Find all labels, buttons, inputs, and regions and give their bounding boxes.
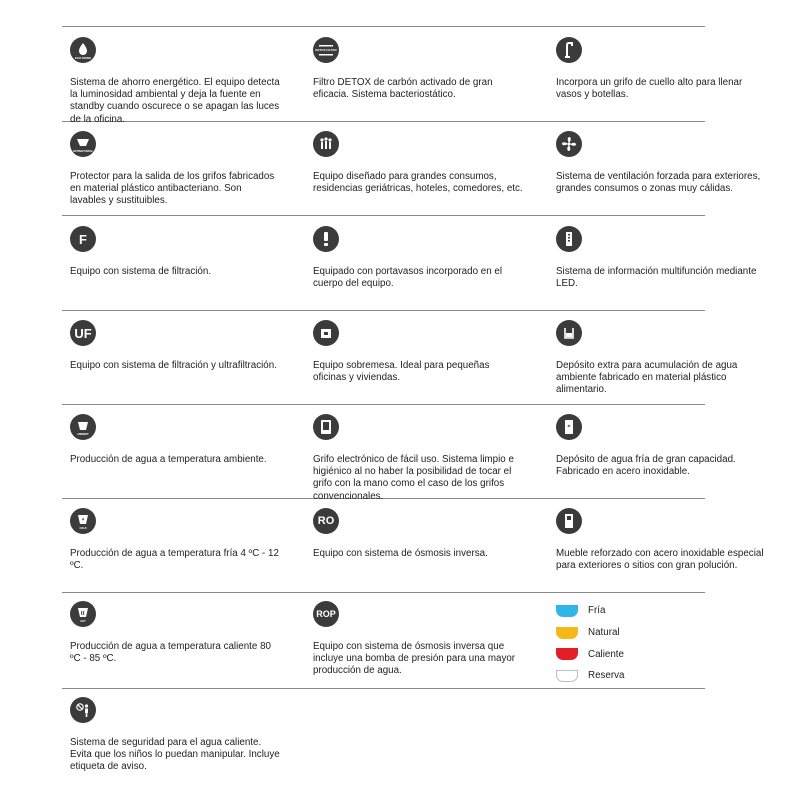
separator-line [62,688,705,689]
svg-text:HOT: HOT [80,620,86,623]
feature-cold-tank [556,414,766,478]
feature-fan-ventilation [556,131,766,195]
legend-label: Reserva [588,670,625,682]
feature-text: Equipo sobremesa. Ideal para pequeñas oficinas y viviendas. [313,360,490,384]
feature-text: Sistema de ahorro energético. El equipo detecta la luminosidad ambiental y deja la fuente en standby cuando oscurece o se apagan las luces de la oficina. [70,77,280,125]
svg-text:ECO MODE: ECO MODE [74,56,92,60]
feature-detox-filter [313,37,523,101]
feature-text: Equipo con sistema de ósmosis inversa. [313,548,488,559]
svg-text:COLD: COLD [79,527,87,530]
antibacterial-protector-icon [70,131,96,157]
feature-led-display [556,226,766,290]
cold-tank-icon [556,414,582,440]
feature-reinforced-cabinet [556,508,766,572]
feature-text: Equipo con sistema de filtración y ultrafiltración. [70,360,277,371]
feature-group-consumption [313,131,523,195]
feature-text: Depósito extra para acumulación de agua ambiente fabricado en material plástico alimentario. [556,360,738,396]
feature-child-safety [70,697,280,774]
feature-hot-water [70,601,280,665]
feature-ambient-water [70,414,280,466]
reserve-swatch [556,670,578,682]
feature-text: Equipado con portavasos incorporado en el cuerpo del equipo. [313,266,502,290]
legend-item [556,600,624,622]
detox-filter-icon [313,37,339,63]
ultrafiltration-uf-icon: UF [70,320,96,346]
feature-text: Producción de agua a temperatura ambiente. [70,454,267,465]
feature-text: Sistema de información multifunción mediante LED. [556,266,757,290]
feature-electronic-tap [313,414,523,503]
color-legend [556,600,624,687]
group-consumption-icon [313,131,339,157]
hot-swatch [556,648,578,660]
separator-line [62,592,705,593]
feature-text: Sistema de ventilación forzada para exteriores, grandes consumos o zonas muy cálidas. [556,171,761,195]
feature-text: Producción de agua a temperatura caliente 80 ºC - 85 ºC. [70,641,271,665]
feature-text: Filtro DETOX de carbón activado de gran eficacia. Sistema bacteriostático. [313,77,493,101]
feature-reverse-osmosis-pump [313,601,523,678]
feature-text: Equipo diseñado para grandes consumos, residencias geriátricas, hoteles, comedores, etc. [313,171,523,195]
feature-text: Incorpora un grifo de cuello alto para llenar vasos y botellas. [556,77,743,101]
fan-ventilation-icon [556,131,582,157]
child-safety-icon [70,697,96,723]
feature-filtration [70,226,280,278]
high-neck-faucet-icon [556,37,582,63]
feature-text: Protector para la salida de los grifos fabricados en material plástico antibacteriano. Son lavables y sustituibles. [70,171,275,207]
svg-text:DETOX FILTER: DETOX FILTER [315,48,337,52]
feature-text: Equipo con sistema de filtración. [70,266,212,277]
feature-ultrafiltration [70,320,280,372]
reinforced-cabinet-icon [556,508,582,534]
legend-item [556,622,624,644]
svg-text:*: * [567,424,571,431]
natural-swatch [556,627,578,639]
filtration-f-icon: F [70,226,96,252]
cold-swatch [556,605,578,617]
led-display-icon [556,226,582,252]
separator-line [62,215,705,216]
separator-line [62,26,705,27]
feature-cold-water [70,508,280,572]
countertop-icon [313,320,339,346]
feature-text: Depósito de agua fría de gran capacidad. Fabricado en acero inoxidable. [556,454,736,478]
hot-water-icon [70,601,96,627]
svg-text:AMBIENT: AMBIENT [77,433,89,436]
legend-label: Natural [588,627,620,639]
feature-text: Grifo electrónico de fácil uso. Sistema limpio e higiénico al no haber la posibilidad de tocar el grifo con la mano como el caso de los grifos convencionales. [313,454,514,502]
svg-text:*: * [81,518,85,524]
legend-item [556,665,624,687]
legend-item [556,643,624,665]
extra-tank-icon [556,320,582,346]
feature-antibacterial-protector [70,131,280,208]
feature-text: Equipo con sistema de ósmosis inversa que incluye una bomba de presión para una mayor producción de agua. [313,641,516,677]
feature-countertop [313,320,523,384]
separator-line [62,404,705,405]
cold-water-icon [70,508,96,534]
reverse-osmosis-pump-rop-icon: ROP [313,601,339,627]
feature-reverse-osmosis [313,508,523,560]
reverse-osmosis-ro-icon: RO [313,508,339,534]
feature-eco-mode [70,37,280,126]
cup-holder-icon [313,226,339,252]
feature-high-neck-faucet [556,37,766,101]
ambient-water-icon [70,414,96,440]
legend-label: Caliente [588,648,624,660]
feature-text: Mueble reforzado con acero inoxidable especial para exteriores o sitios con gran polución. [556,548,764,572]
legend-label: Fría [588,605,606,617]
separator-line [62,310,705,311]
feature-cup-holder [313,226,523,290]
eco-mode-drop-icon [70,37,96,63]
svg-text:ANTIBACTERIAL: ANTIBACTERIAL [72,150,94,153]
electronic-tap-icon [313,414,339,440]
feature-extra-tank [556,320,766,397]
feature-text: Sistema de seguridad para el agua caliente. Evita que los niños lo puedan manipular. Incluye etiqueta de aviso. [70,737,280,773]
feature-text: Producción de agua a temperatura fría 4 ºC - 12 ºC. [70,548,279,572]
